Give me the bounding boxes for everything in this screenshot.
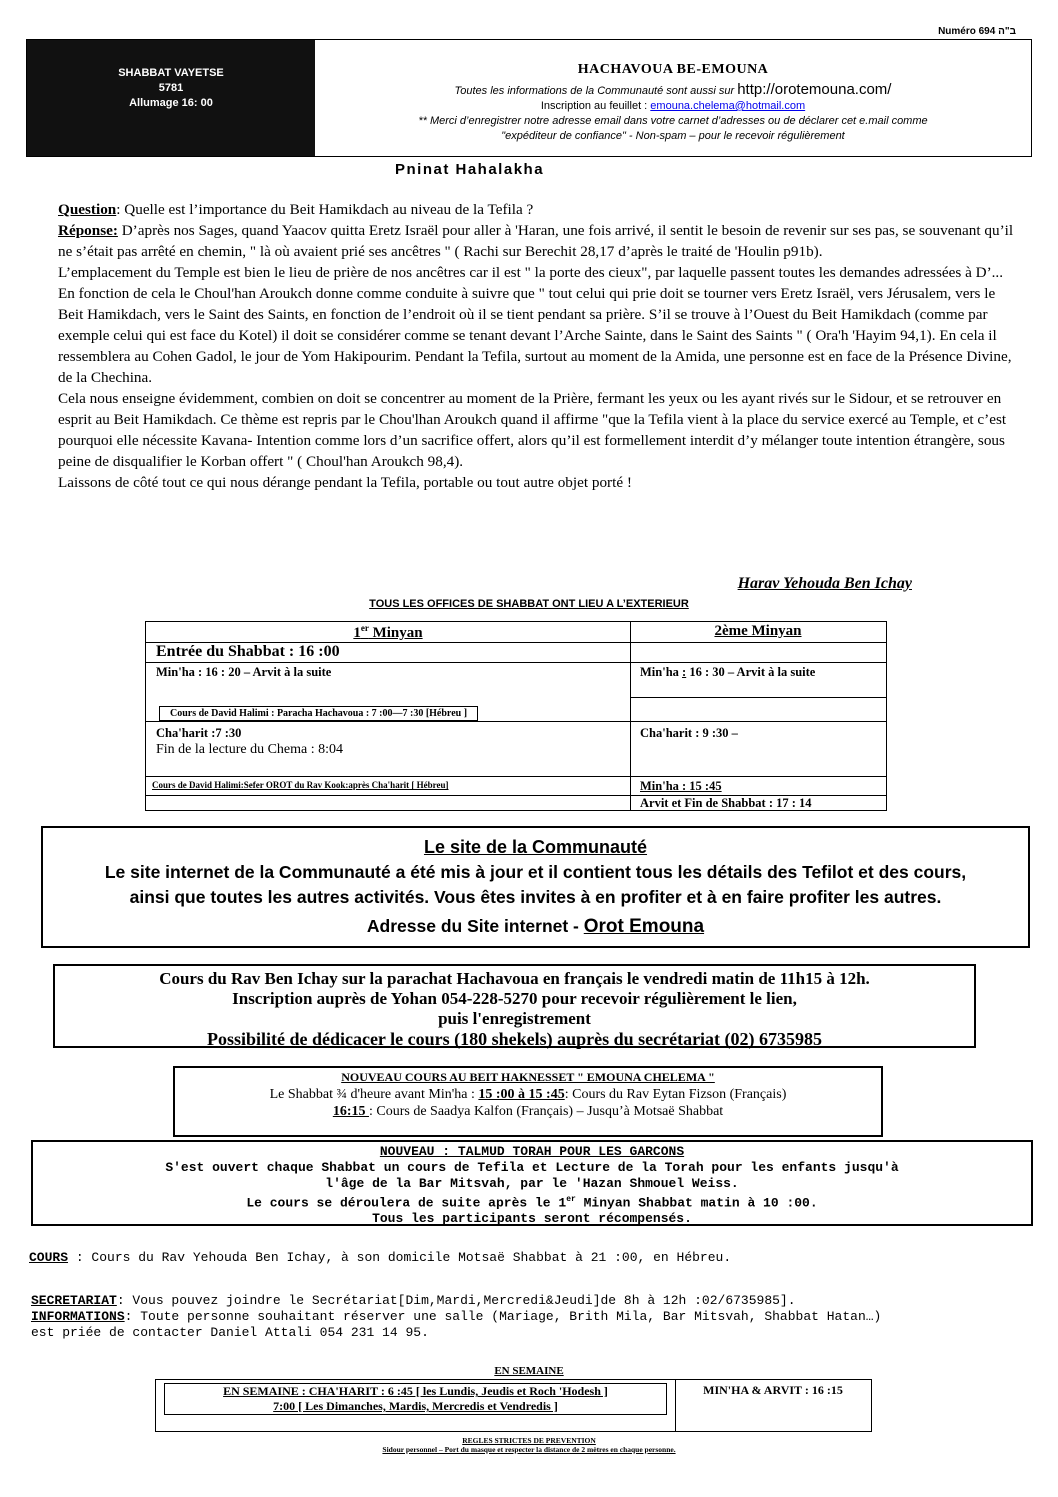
arvit-fin-shabbat: Arvit et Fin de Shabbat : 17 : 14: [640, 796, 812, 810]
course-line: Cours du Rav Ben Ichay sur la parachat Hachavoua en français le vendredi matin de 11h15 à 12h.: [159, 969, 870, 988]
weekday-minha-arvit: MIN'HA & ARVIT : 16 :15: [703, 1383, 843, 1397]
bulletin-header: [26, 39, 1032, 157]
cours-line: [29, 1250, 731, 1265]
talmud-line: l'âge de la Bar Mitsvah, par le 'Hazan Shmouel Weiss.: [325, 1176, 739, 1191]
shabbat-schedule-table: [145, 621, 887, 811]
sheet-prefix: Inscription au feuillet :: [540, 100, 651, 112]
informations-line: INFORMATIONS: Toute personne souhaitant réserver une salle (Mariage, Brith Mila, Bar Mitsvah, Shabbat Hatan…) est priée de contacter Daniel Attali 054 231 14 95.: [31, 1309, 882, 1340]
candle-lighting: Allumage 16: 00: [129, 97, 213, 109]
header-info: [315, 40, 1031, 144]
question: [58, 199, 1018, 220]
question-label: Question: [58, 201, 117, 218]
halakha-title: Pninat Hahalakha: [395, 161, 545, 178]
answer-text: D’après nos Sages, quand Yaacov quitta Eretz Israël pour aller à 'Haran, une fois arrivé, il sentit le besoin de revenir sur ses pas, se souvenant qu’il ne s’était pas arrêté en chemin, " là où avaient prié ses ancêtres " ( Rachi sur Berechit 28,17 d’après le traité de 'Houlin p91b).: [58, 222, 1014, 260]
secretariat-line: SECRETARIAT: Vous pouvez joindre le Secrétariat[Dim,Mardi,Mercredi&Jeudi]de 8h à 12h :02/6735985].: [31, 1293, 796, 1308]
issue-number: Numéro 694 ב"ה: [938, 26, 1016, 37]
community-site-box: [41, 826, 1030, 948]
note-line-1: ** Merci d’enregistrer notre adresse email dans votre carnet d’adresses ou de déclarer cet e.mail comme: [418, 115, 928, 127]
minha-1: Min'ha : 16 : 20 – Arvit à la suite: [156, 665, 332, 679]
paragraph: Laissons de côté tout ce qui nous dérange pendant la Tefila, portable ou tout autre objet porté !: [58, 474, 632, 491]
secretariat-info: [31, 1293, 1031, 1341]
parasha-name: SHABBAT VAYETSE: [118, 67, 224, 79]
question-text: : Quelle est l’importance du Beit Hamikdach au niveau de la Tefila ?: [116, 201, 534, 218]
cours-orot: Cours de David Halimi:Sefer OROT du Rav Kook:après Cha'harit [ Hébreu]: [152, 780, 449, 790]
semaine-label: EN SEMAINE: [494, 1365, 564, 1377]
orot-emouna-link[interactable]: Orot Emouna: [583, 916, 705, 937]
hebrew-year: 5781: [158, 82, 184, 94]
answer-label: Réponse:: [58, 222, 118, 239]
talmud-torah-box: [31, 1140, 1033, 1226]
minha-2: Min'ha : 16 : 30 – Arvit à la suite: [640, 665, 816, 679]
site-address-line: Adresse du Site internet - Orot Emouna: [366, 916, 705, 937]
minha-3: Min'ha : 15 :45: [640, 779, 722, 793]
course-dedication-line: Possibilité de dédicacer le cours (180 shekels) auprès du secrétariat (02) 6735985: [206, 1029, 823, 1049]
answer: [58, 220, 1018, 262]
shabbat-entry: Entrée du Shabbat : 16 :00: [156, 643, 340, 660]
paragraph: Cela nous enseigne évidemment, combien on doit se concentrer au moment de la Prière, fermant les yeux ou les ayant rivés sur le Sidour, et se retrouver en esprit au Beit Hamikdach. Ce thème est repris par le Chou'lhan Aroukch quand il affirme "que la Tefila vient à la place du service exercé au Temple, et c’est pourquoi elle nécessite Kavana- Intention comme lors d’un sacrifice offert, alors qu’il est formellement interdit d’y mélanger toute intention étrangère, sous peine de disqualifier le Korban offert " ( Choul'han Aroukch 98,4).: [58, 390, 1007, 470]
new-course-line: 16:15 : Cours de Saadya Kalfon (Français) – Jusqu’à Motsaë Shabbat: [332, 1104, 724, 1119]
talmud-line: Tous les participants seront récompensés.: [372, 1211, 692, 1227]
article-author: Harav Yehouda Ben Ichay: [737, 575, 912, 592]
cours-paracha: Cours de David Halimi : Paracha Hachavoua : 7 :00—7 :30 [Hébreu ]: [159, 706, 478, 721]
new-course-box: [173, 1066, 883, 1137]
row-divider: [630, 697, 886, 698]
info-line: [315, 82, 1031, 99]
column-divider: [630, 622, 631, 810]
site-box-title: Le site de la Communauté: [423, 837, 648, 857]
talmud-line: Le cours se déroulera de suite après le 1er Minyan Shabbat matin à 10 :00.: [246, 1195, 818, 1211]
weekday-chaharit-cell: [164, 1383, 667, 1415]
weekday-schedule-table: [155, 1379, 872, 1432]
site-box-line: ainsi que toutes les autres activités. Vous êtes invites à en profiter et à en faire profiter les autres.: [129, 887, 942, 907]
prevention-rules: [0, 1436, 1058, 1454]
paragraph: L’emplacement du Temple est bien le lieu de prière de nos ancêtres car il est " la porte des cieux", par laquelle passent toutes les demandes adressées à D’... En fonction de cela le Choul'han Aroukch donne comme conduite à suivre que " tout celui qui prie doit se tourner vers Eretz Israël, vers Jérusalem, vers le Beit Hamikdach, vers le Saint des Saints, en fonction de l’endroit où il se tient pendant sa prière. S’il se trouve à l’Ouest du Beit Hamikdach (comme par exemple celui qui est face du Kotel) il doit se considérer comme se tenant devant l’Arche Sainte, dans le Saint des Saints " ( Ora'h 'Hayim 94,1). En cela il ressemblera au Cohen Gadol, le jour de Yom Hakipourim. Pendant la Tefila, surtout au moment de la Amida, une personne est en face de la Présence Divine, de la Chechina.: [58, 264, 1012, 386]
site-url-link[interactable]: http://orotemouna.com/: [737, 81, 892, 98]
fin-chema: Fin de la lecture du Chema : 8:04: [156, 742, 344, 757]
new-course-line: Le Shabbat ¾ d'heure avant Min'ha : 15 :00 à 15 :45: Cours du Rav Eytan Fizson (Français): [269, 1087, 787, 1102]
cours-text: : Cours du Rav Yehouda Ben Ichay, à son domicile Motsaë Shabbat à 21 :00, en Hébreu.: [68, 1250, 732, 1265]
shabbat-info-box: [27, 40, 315, 156]
minyan2-header: 2ème Minyan: [714, 623, 802, 639]
rav-course-box: [53, 964, 976, 1048]
new-course-title: NOUVEAU COURS AU BEIT HAKNESSET " EMOUNA CHELEMA ": [341, 1070, 715, 1084]
rules-text: Sidour personnel – Port du masque et respecter la distance de 2 mètres en chaque personne.: [382, 1445, 676, 1454]
bulletin-title: HACHAVOUA BE-EMOUNA: [577, 62, 769, 77]
rules-title: REGLES STRICTES DE PREVENTION: [462, 1436, 596, 1445]
talmud-title: NOUVEAU : TALMUD TORAH POUR LES GARCONS: [379, 1144, 685, 1159]
info-prefix: Toutes les informations de la Communauté sont aussi sur: [454, 85, 735, 97]
chaharit-line-2: 7:00 [ Les Dimanches, Mardis, Mercredis et Vendredis ]: [273, 1399, 558, 1413]
minyan1-header: 1er Minyan: [353, 623, 423, 641]
chaharit-2: Cha'harit : 9 :30 –: [640, 726, 738, 740]
row-divider: [146, 776, 886, 777]
row-divider: [146, 721, 886, 722]
talmud-line: S'est ouvert chaque Shabbat un cours de Tefila et Lecture de la Torah pour les enfants jusqu'à: [165, 1160, 899, 1175]
offices-heading: TOUS LES OFFICES DE SHABBAT ONT LIEU A L’EXTERIEUR: [369, 598, 689, 610]
note-line-2: "expéditeur de confiance" - Non-spam – pour le recevoir régulièrement: [501, 130, 845, 142]
halakha-article: [58, 199, 1018, 493]
course-line: puis l'enregistrement: [438, 1009, 591, 1028]
chaharit-1: Cha'harit :7 :30: [156, 726, 242, 740]
sheet-line: [315, 99, 1031, 114]
chaharit-line-1: EN SEMAINE : CHA'HARIT : 6 :45 [ les Lundis, Jeudis et Roch 'Hodesh ]: [223, 1384, 608, 1398]
cours-label: COURS: [29, 1250, 69, 1265]
email-link[interactable]: emouna.chelema@hotmail.com: [650, 100, 806, 112]
row-divider: [146, 662, 886, 663]
site-box-line: Le site internet de la Communauté a été mis à jour et il contient tous les détails des Tefilot et des cours,: [104, 862, 967, 882]
course-line: Inscription auprès de Yohan 054-228-5270 pour recevoir régulièrement le lien,: [232, 989, 797, 1008]
